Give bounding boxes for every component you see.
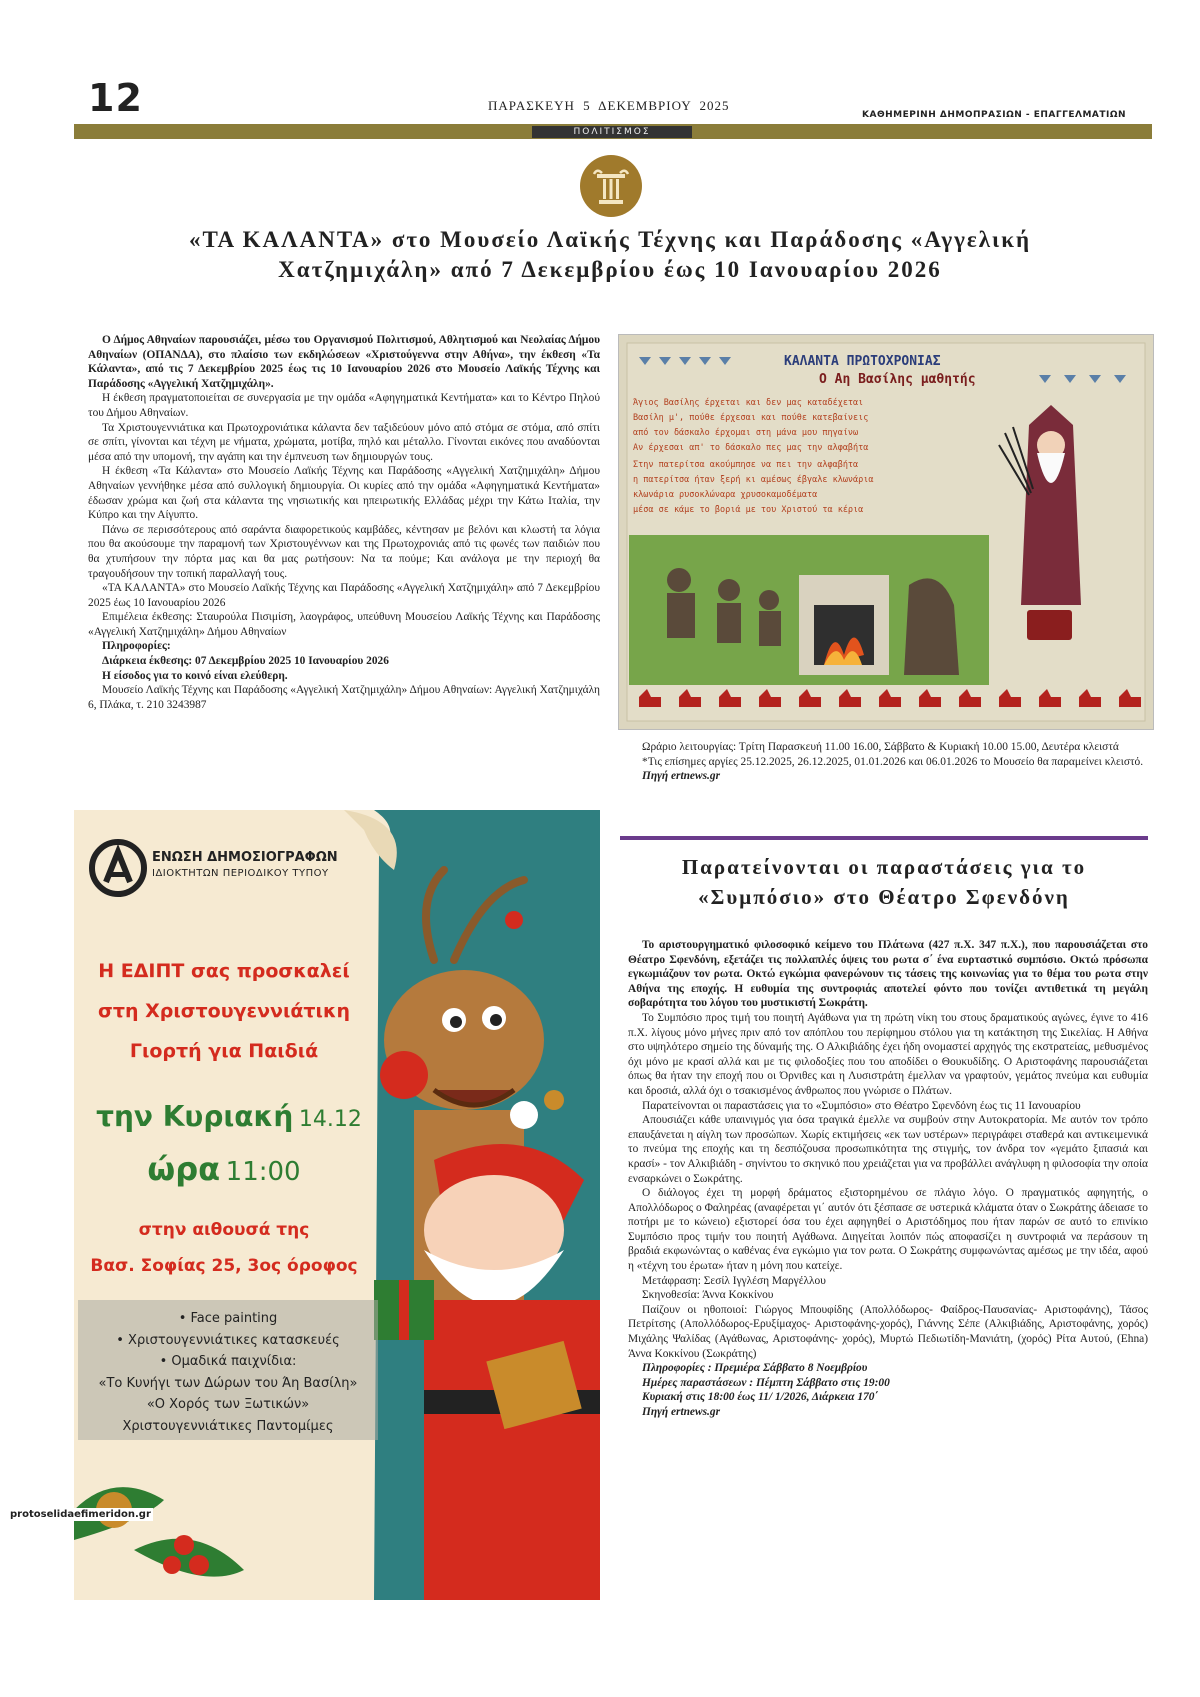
activity-item: «Ο Χορός των Ξωτικών»: [146, 1397, 310, 1412]
activity-item: • Χριστουγεννιάτικες κατασκευές: [116, 1332, 340, 1348]
article2-paragraph: Απουσιάζει κάθε υπαινιγμός για όσα τραγικά έμελλε να συμβούν στην Αυτοκρατορία. Με αυτόν τον τρόπο επαυξάνεται η αίγλη των προσώπων. Χωρίς εκτιμήσεις «εκ των υστέρων» περιγράφει σταθερά και αντικειμενικά το πνεύμα της εποχής και τη δεσπόζουσα προσωπικότητα της στιγμής, τον άνδρα τον «γεμάτο ξιπασιά και κρασί» - τον Αλκιβιάδη - σηνίντου το σκηνικό που χρειάζεται για να προβάλλει ανάγλυφη η φιλοσοφία την οποία ενσαρκώνει ο Σωκράτης.: [628, 1114, 1149, 1185]
exhibition-duration: Διάρκεια έκθεσης: 07 Δεκεμβρίου 2025 10 Ιανουαρίου 2026: [102, 655, 389, 668]
article-divider: [620, 836, 1148, 840]
ediptp-logo: [88, 838, 148, 898]
article1-paragraph: Τα Χριστουγεννιάτικα και Πρωτοχρονιάτικα κάλαντα δεν ταξιδεύουν μόνο από στόμα σε στόμα, από σπίτι σε σπίτι, γίνονται και τέχνη με νήματα, χρώματα, μοτίβα, πηλό και μέταλλο. Γίνονται εικόνες που αναδύονται μέσα από την υπομονή, την αγάπη και την έμπνευση των δημιουργών τους.: [88, 421, 600, 463]
translation-credit: Μετάφραση: Σεσίλ Ιγγλέση Μαργέλλου: [642, 1274, 826, 1287]
activity-item: • Ομαδικά παιχνίδια:: [159, 1354, 297, 1369]
free-entry: Η είσοδος για το κοινό είναι ελεύθερη.: [102, 669, 288, 682]
article1-paragraph: «ΤΑ ΚΑΛΑΝΤΑ» στο Μουσείο Λαϊκής Τέχνης και Παράδοσης «Αγγελική Χατζημιχάλη» από 7 Δεκεμβρίου 2025 έως 10 Ιανουαρίου 2026: [88, 582, 600, 609]
embroidery-line: Άγιος Βασίλης έρχεται και δεν μας καταδέχεται: [633, 398, 864, 408]
article2-title: Παρατείνονται οι παραστάσεις για το «Συμπόσιο» στο Θέατρο Σφενδόνη: [681, 855, 1087, 909]
article1-source: Πηγή ertnews.gr: [642, 770, 720, 783]
time-value: 11:00: [225, 1157, 301, 1187]
embroidery-line: μέσα σε κάμε το βοριά με του Χριστού τα κέρια: [633, 505, 864, 515]
article1-paragraph: Πάνω σε περισσότερους από σαράντα διαφορετικούς καμβάδες, κέντησαν με βελόνι και κλωστή τα λόγια που θα ακούσουμε την παραμονή των Χριστουγέννων και της Πρωτοχρονιάς από τις φωνές των παιδιών που θα χτυπήσουν την πόρτα μας και θα μας ρωτήσουν: Να τα πούμε; Και ανάλογα με την περιοχή θα τραγουδήσουν την τοπική παραλλαγή τους.: [88, 523, 600, 580]
embroidery-line: κλωνάρια ρυσοκλώναρα χρυσοκαμοδέματα: [633, 490, 818, 500]
opening-hours: Ωράριο λειτουργίας: Τρίτη Παρασκευή 11.00 16.00, Σάββατο & Κυριακή 10.00 15.00, Δευτέρα κλειστά: [642, 741, 1119, 753]
embroidery-subtitle: Ο Αη Βασίλης μαθητής: [819, 372, 976, 387]
article1-paragraph: Η έκθεση «Τα Κάλαντα» στο Μουσείο Λαϊκής Τέχνης και Παράδοσης «Αγγελική Χατζημιχάλη» Δήμου Αθηναίων γεννήθηκε μέσα από συλλογική δημιουργία. Οι κυρίες από την ομάδα «Αφηγηματικά Κεντήματα» έδωσαν χρώμα και ζωή στα κάλαντα της νησιωτικής και ηπειρωτικής Ελλάδας μέχρι την Κάτω Ιταλία, την Κύπρο και την Αίγυπτο.: [88, 465, 600, 522]
article1-paragraph: Επιμέλεια έκθεσης: Σταυρούλα Πισιμίση, λαογράφος, υπεύθυνη Μουσείου Λαϊκής Τέχνης και Παράδοσης «Αγγελική Χατζημιχάλη» Δήμου Αθηναίων: [88, 611, 600, 638]
direction-credit: Σκηνοθεσία: Άννα Κοκκίνου: [642, 1289, 774, 1302]
show-days: Ημέρες παραστάσεων : Πέμπτη Σάββατο στις 19:00: [642, 1376, 890, 1389]
activity-item: «Το Κυνήγι των Δώρων του Άη Βασίλη»: [98, 1375, 358, 1391]
cast-list: Παίζουν οι ηθοποιοί: Γιώργος Μπουφίδης (Απολλόδωρος- Φαίδρος-Παυσανίας- Αριστοφάνης), Τάσος Πετρίτσης (Απολλόδωρος-Ερυξίμαχος- Αριστοφάνης-χορός), Γιάννης Σέπε (Αλκιβιάδης, Αριστοφάνης, χορός) Μιχάλης Ψαλίδας (Αγάθωνας, Αριστοφάνης- χορός), Μυρτώ Πεδιωτίδη-Μανιάτη, (χορός) Ρίτα Αυτού, (Εhna) Άννα Κοκκίνου (Σωκράτης): [628, 1303, 1148, 1360]
poster-background: [74, 810, 600, 1600]
event-date-value: 14.12: [298, 1107, 362, 1132]
time-label: ώρα: [147, 1150, 221, 1188]
org-subname: ΙΔΙΟΚΤΗΤΩΝ ΠΕΡΙΟΔΙΚΟΥ ΤΥΠΟΥ: [152, 868, 329, 879]
event-date: [74, 1100, 384, 1133]
activity-item: • Face painting: [178, 1311, 278, 1326]
embroidery-artwork: [619, 335, 1153, 729]
embroidery-line: Αν έρχεσαι απ' το δάσκαλο πες μας την αλφαβήτα: [633, 443, 869, 453]
culture-column-icon: [580, 155, 642, 217]
article2-lead: Το αριστουργηματικό φιλοσοφικό κείμενο του Πλάτωνα (427 π.Χ. 347 π.Χ.), που παρουσιάζεται στο Θέατρο Σφενδόνη, εξετάζει τις πολλαπλές όψεις του ρωτα σ΄ ένα ευρταστικό συμπόσιο. Οκτώ πρόσωπα εγκωμιάζουν τον ρωτα. Οκτώ εγκώμια φανερώνουν τις τάσεις της κοινωνίας για το θέμα του ρωτα στην Αθήνα της εποχής. Η ευθυμία της συντροφιάς αποτελεί φόντο που τονίζει αντιθετικά τη μεγάλη σοβαρότητα του λόγου του μυστικιστή Σωκράτη.: [628, 939, 1148, 1010]
watermark: protoselidaefimeridon.gr: [10, 1509, 151, 1520]
article2-source: Πηγή ertnews.gr: [642, 1406, 720, 1418]
venue-address: Βασ. Σοφίας 25, 3ος όροφος: [90, 1256, 358, 1276]
activities-list: [78, 1308, 378, 1437]
page-number: 12: [88, 76, 143, 120]
ediptp-logo-icon: [88, 838, 148, 898]
show-info: Πληροφορίες : Πρεμιέρα Σάββατο 8 Νοεμβρίου: [642, 1362, 868, 1375]
embroidery-title: ΚΑΛΑΝΤΑ ΠΡΩΤΟΧΡΟΝΙΑΣ: [784, 354, 941, 369]
venue-label: στην αιθουσά της: [138, 1220, 310, 1240]
article1-body: [88, 333, 600, 712]
article2-paragraph: Παρατείνονται οι παραστάσεις για το «Συμπόσιο» στο Θέατρο Σφενδόνη έως τις 11 Ιανουαρίου: [642, 1099, 1081, 1112]
masthead: ΚΑΘΗΜΕΡΙΝΗ ΔΗΜΟΠΡΑΣΙΩΝ - ΕΠΑΓΓΕΛΜΑΤΙΩΝ: [862, 110, 1127, 120]
section-label: ΠΟΛΙΤΙΣΜΟΣ: [532, 126, 692, 138]
embroidery-line: η πατερίτσα ήταν ξερή κι αμέσως έβγαλε κλωνάρια: [633, 475, 874, 485]
event-day: την Κυριακή: [96, 1100, 294, 1133]
article2-body: [628, 938, 1148, 1420]
column-icon: [580, 155, 642, 217]
dateline: ΠΑΡΑΣΚΕΥΗ 5 ΔΕΚΕΜΒΡΙΟΥ 2025: [488, 98, 730, 113]
invite-line: στη Χριστουγεννιάτικη: [98, 1000, 350, 1022]
museum-address: Μουσείο Λαϊκής Τέχνης και Παράδοσης «Αγγελική Χατζημιχάλη» Δήμου Αθηναίων: Αγγελική Χατζημιχάλη 6, Πλάκα, τ. 210 3243987: [88, 684, 600, 711]
show-sunday: Κυριακή στις 18:00 έως 11/ 1/2026, Διάρκεια 170΄: [642, 1391, 879, 1404]
embroidery-line: Στην πατερίτσα ακούμπησε να πει την αλφαβήτα: [633, 460, 859, 470]
article2-paragraph: Το Συμπόσιο προς τιμή του ποιητή Αγάθωνα για τη πρώτη νίκη του στους δραματικούς αγώνες, έγινε το 416 π.Χ. λίγους μόνο μήνες πριν από τον απόπλου του περίφημου στόλου για τη κατάκτηση της Σικελίας. Η Αθήνα στο υψηλότερο σημείο της δύναμής της. Ο Αλκιβιάδης έχει ήδη ονομαστεί αρχηγός της εκστρατείας, μεθυσμένος όχι μόνο με κρασί αλλά και με τις φιλοδοξίες που του αποδίδει ο Θουκυδίδης. Ο Αριστοφάνης παρουσιάζεται όπως θα ήταν την εποχή που οι Όρνιθες και η Λυσιστράτη έμελλαν να γραφτούν, γεμάτος πνεύμα και ευθυμία και δροσιά, αλλά όχι ο τσακισμένος άνθρωπος που γνώρισε ο Πλάτων.: [628, 1011, 1148, 1097]
holiday-note: *Τις επίσημες αργίες 25.12.2025, 26.12.2025, 01.01.2026 και 06.01.2026 το Μουσείο θα παραμείνει κλειστό.: [642, 755, 1144, 768]
article1-title: «ΤΑ ΚΑΛΑΝΤΑ» στο Μουσείο Λαϊκής Τέχνης και Παράδοσης «Αγγελική Χατζημιχάλη» από 7 Δεκεμβρίου έως 10 Ιανουαρίου 2026: [188, 227, 1032, 282]
embroidery-line: από τον δάσκαλο έρχομαι στη μάνα μου πηγαίνω: [633, 428, 859, 438]
christmas-poster: [74, 810, 600, 1600]
museum-hours-block: [628, 740, 1148, 784]
invite-line: Γιορτή για Παιδιά: [129, 1040, 319, 1062]
invite-line: Η ΕΔΙΠΤ σας προσκαλεί: [98, 960, 350, 982]
article2-paragraph: Ο διάλογος έχει τη μορφή δράματος εξιστορημένου σε πλάγιο λόγο. Ο πραγματικός αφηγητής, ο Απολλόδωρος ο Φαληρέας (αναφέρεται γι΄ αυτόν ότι ξέσπασε σε υστερικά κλάματα όταν ο Σωκράτης άδειασε το ποτήρι με το κώνειο) εξιστορεί όσα του έχει αφηγηθεί ο Αριστόδημος που ήταν παρών σε αυτό το επινίκιο Συμπόσιο προς τιμήν του ποιητή Αγάθωνα. Διηγείται λοιπόν πώς αποφασίζει η συντροφιά να περάσουν τη βραδιά εκφωνώντας ο καθένας ένα εγκώμιο για τον ρωτα. Ο Σωκράτης συμφωνώντας αμέσως με την ιδέα, αφού η «τέχνη του έρωτα» ήταν η μόνη που κατείχε.: [628, 1187, 1148, 1273]
article1-paragraph: Η έκθεση πραγματοποιείται σε συνεργασία με την ομάδα «Αφηγηματικά Κεντήματα» και το Κέντρο Πηλού του Δήμου Αθηναίων.: [88, 392, 600, 419]
embroidery-image: [618, 334, 1154, 730]
embroidery-line: Βασίλη μ', πούθε έρχεσαι και πούθε κατεβαίνεις: [633, 413, 869, 423]
event-time: [74, 1150, 374, 1188]
activity-item: Χριστουγεννιάτικες Παντομίμες: [122, 1418, 334, 1434]
org-name: ΕΝΩΣΗ ΔΗΜΟΣΙΟΓΡΑΦΩΝ: [152, 850, 338, 865]
article1-lead: Ο Δήμος Αθηναίων παρουσιάζει, μέσω του Οργανισμού Πολιτισμού, Αθλητισμού και Νεολαίας Δήμου Αθηναίων (ΟΠΑΝΔΑ), στο πλαίσιο των εκδηλώσεων «Χριστούγεννα στην Αθήνα», την έκθεση «Τα Κάλαντα», από τις 7 Δεκεμβρίου 2025 έως τις 10 Ιανουαρίου 2026 στο Μουσείο Λαϊκής Τέχνης και Παράδοσης «Αγγελική Χατζημιχάλη».: [88, 334, 600, 390]
info-label: Πληροφορίες:: [102, 640, 171, 653]
